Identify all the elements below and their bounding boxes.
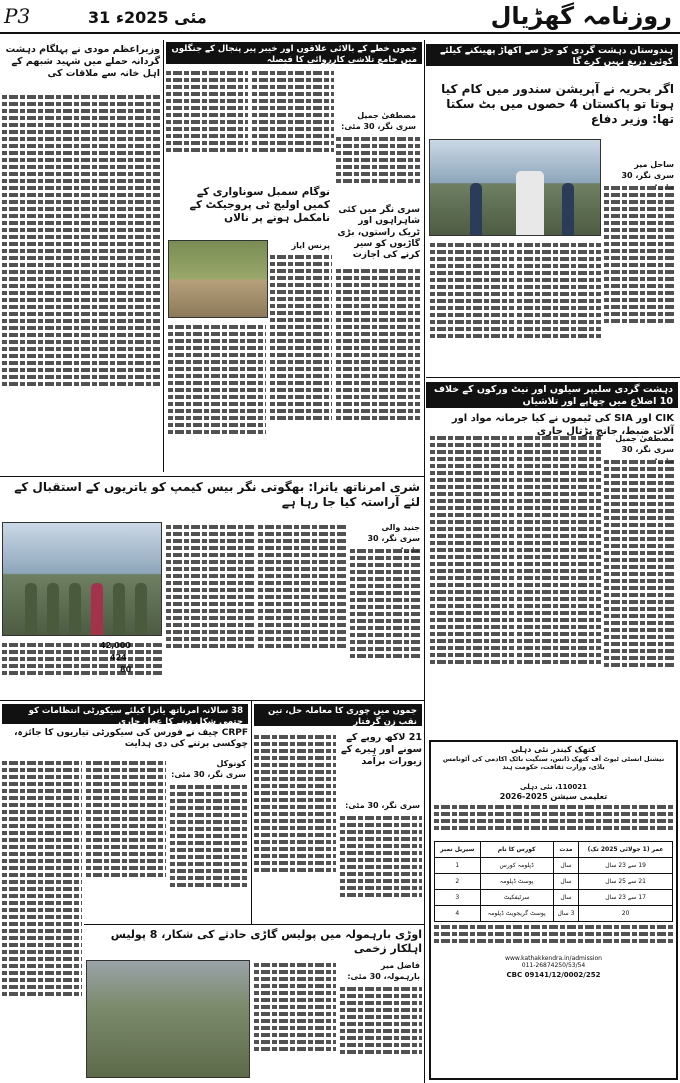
- column-divider: [424, 40, 425, 740]
- uri-text-col2: [254, 960, 336, 1078]
- operation-text-col3: [430, 240, 514, 371]
- ngt-headline: نوگام سمبل سوناواری کے کمیں اولیج ٹی پروجیکٹ کے نامکمل ہونے پر نالاں: [189, 186, 330, 225]
- divider: [84, 924, 424, 925]
- amarnath-byline: جنید والی: [381, 523, 420, 532]
- ngt-text-col1: [270, 252, 332, 472]
- amarnath-text-col3: [166, 522, 254, 696]
- advert-title: نیشنل انسٹی ٹیوٹ آف کتھک ڈانس، سنگیت ناٹک اکادمی کی آٹونامس باڈی، وزارت ثقافت، حکومت ہند: [442, 755, 665, 772]
- amarnath-stat: 42,000: [100, 641, 131, 650]
- column-divider: [424, 740, 425, 1083]
- table-header: مدت: [553, 841, 578, 857]
- amarnath-text-col2: [258, 522, 346, 696]
- tourism-text: [336, 266, 420, 472]
- column-divider: [163, 40, 164, 472]
- advert-intro-text: [434, 805, 673, 841]
- theft-text-col2: [254, 732, 336, 922]
- uri-dateline: بارہمولہ، 30 مئی:: [347, 972, 420, 981]
- advert-session: تعلیمی سیشن 2025-2026: [499, 791, 608, 801]
- advert-org: کتھک کیندر نئی دہلی: [511, 745, 596, 754]
- jammu-search-dateline: سری نگر، 30 مئی:: [341, 122, 416, 131]
- kathak-kendra-advert: [429, 740, 678, 1080]
- modi-text: [2, 92, 160, 472]
- table-row: 19 سے 23 سال سال ڈپلومہ کورس 1: [435, 857, 673, 873]
- advert-address: 110021، نئی دہلی: [520, 783, 587, 791]
- operation-dateline: سری نگر، 30: [621, 171, 674, 180]
- crpf-headline: CRPF چیف نے فورس کی سیکورٹی تیاریوں کا جائزہ، چوکسی برتنے کی دی ہدایت: [14, 728, 248, 750]
- theft-kicker: جموں میں چوری کا معاملہ حل، تین نقب زن گرفتار: [254, 704, 422, 726]
- sia-byline: مصطفیٰ جمیل: [615, 434, 674, 443]
- advert-phone: 011-26874250/53/54: [521, 961, 586, 969]
- sia-kicker: دہشت گردی سلیپر سیلوں اور نیٹ ورکوں کے خلاف 10 اضلاع میں چھاپے اور تلاشیاں: [426, 382, 678, 408]
- jammu-search-byline: مصطفیٰ جمیل: [357, 111, 416, 120]
- uri-byline: فاضل میر: [380, 961, 420, 970]
- jammu-search-text-col1: [336, 134, 420, 202]
- divider: [426, 377, 680, 378]
- accident-photo: [86, 960, 250, 1078]
- operation-byline: ساحل میر: [634, 160, 674, 169]
- amarnath-headline: شری امرناتھ یاترا: بھگوتی نگر بیس کیمپ کو یاتریوں کے استقبال کے لئے آراستہ کیا جا رہا ہے: [14, 480, 420, 509]
- crpf-text-col1: [170, 782, 248, 922]
- table-row: 20 3 سال پوسٹ گریجویٹ ڈپلومہ 4: [435, 905, 673, 921]
- amarnath-stat: 80: [120, 665, 132, 674]
- page-number: P3: [4, 4, 31, 28]
- theft-dateline: سری نگر، 30 مئی:: [345, 801, 420, 810]
- modi-headline: وزیراعظم مودی نے پہلگام دہشت گردانہ حملے میں شہید شبھم کے اہل خانہ سے ملاقات کی: [5, 44, 160, 79]
- operation-kicker: ہندوستان دہشت گردی کو جڑ سے اکھاڑ پھینکنے کیلئے کوئی دریغ نہیں کرے گا: [426, 44, 678, 66]
- crpf-dateline: سری نگر، 30 مئی:: [171, 770, 246, 779]
- operation-headline: اگر بحریہ نے آپریشن سندور میں کام کیا ہوتا تو پاکستان 4 حصوں میں بٹ سکتا تھا: وزیر دفاع: [441, 82, 674, 126]
- advert-code: CBC 09141/12/0002/252: [506, 970, 601, 979]
- newspaper-name: روزنامہ گھڑیال: [490, 2, 672, 30]
- table-header: سیریل نمبر: [435, 841, 481, 857]
- jammu-search-text-col2: [252, 68, 334, 180]
- jammu-search-kicker: جموں خطے کے بالائی علاقوں اور خیبر پیر پنجال کے جنگلوں میں جامع تلاشی کارروائی کا فیصلہ: [166, 42, 422, 64]
- sia-headline: CIK اور SIA کی ٹیموں نے کیا جرمانہ مواد اور آلات ضبط، جانچ پڑتال جاری: [451, 413, 674, 437]
- crpf-text-col2: [86, 758, 166, 922]
- amarnath-text-col4: [2, 640, 162, 696]
- sia-text-col1: [604, 457, 676, 735]
- sia-text-col3: [430, 433, 514, 735]
- uri-text-col1: [340, 984, 422, 1078]
- sia-dateline: سری نگر، 30: [621, 445, 674, 454]
- ngt-text-col2: [168, 322, 266, 472]
- divider: [0, 700, 424, 701]
- amarnath-stat: 424: [110, 653, 127, 662]
- construction-site-photo: [168, 240, 268, 318]
- operation-text-col2: [517, 240, 601, 371]
- amarnath-text-col1: [350, 546, 422, 696]
- table-row: 17 سے 23 سال سال سرٹیفکیٹ 3: [435, 889, 673, 905]
- sia-text-col2: [517, 433, 601, 735]
- masthead: [0, 0, 680, 34]
- advert-footer-text: [434, 925, 673, 955]
- amarnath-dateline: سری نگر، 30: [367, 534, 420, 543]
- ngt-byline: پرنس ایاز: [291, 241, 330, 250]
- table-header: کورس کا نام: [480, 841, 553, 857]
- uri-headline: اوڑی بارہمولہ میں پولیس گاڑی حادثے کی شکار، 8 پولیس اہلکار زخمی: [110, 928, 422, 955]
- tourism-headline: سری نگر میں کئی شاہراہوں اور ٹریک راستوں، بڑی گاڑیوں کو سیر کرنے کی اجازت: [337, 205, 420, 260]
- defence-minister-photo: [429, 139, 601, 236]
- table-header: عمر (1 جولائی 2025 تک): [579, 841, 673, 857]
- column-divider: [251, 700, 252, 924]
- crpf-byline: کونوکل: [216, 759, 246, 768]
- issue-date: 31 مئی 2025ء: [88, 8, 207, 27]
- advert-website[interactable]: www.kathakkendra.in/admission: [505, 954, 602, 962]
- operation-text-col1: [604, 183, 676, 371]
- table-row: 21 سے 25 سال سال پوسٹ ڈپلومہ 2: [435, 873, 673, 889]
- crpf-kicker: 38 سالانہ امرناتھ یاترا کیلئے سیکورٹی انتظامات کو حتمی شکل دینے کا عمل جاری: [2, 704, 248, 724]
- jammu-search-text-col3: [166, 68, 248, 180]
- theft-headline: 21 لاکھ روپے کے سونے اور ہیرے کے زیورات برآمد: [341, 732, 422, 767]
- divider: [0, 476, 424, 477]
- amarnath-camp-photo: [2, 522, 162, 636]
- theft-text-col1: [340, 813, 422, 922]
- advert-table: [434, 841, 673, 922]
- crpf-text-col3: [2, 758, 82, 1078]
